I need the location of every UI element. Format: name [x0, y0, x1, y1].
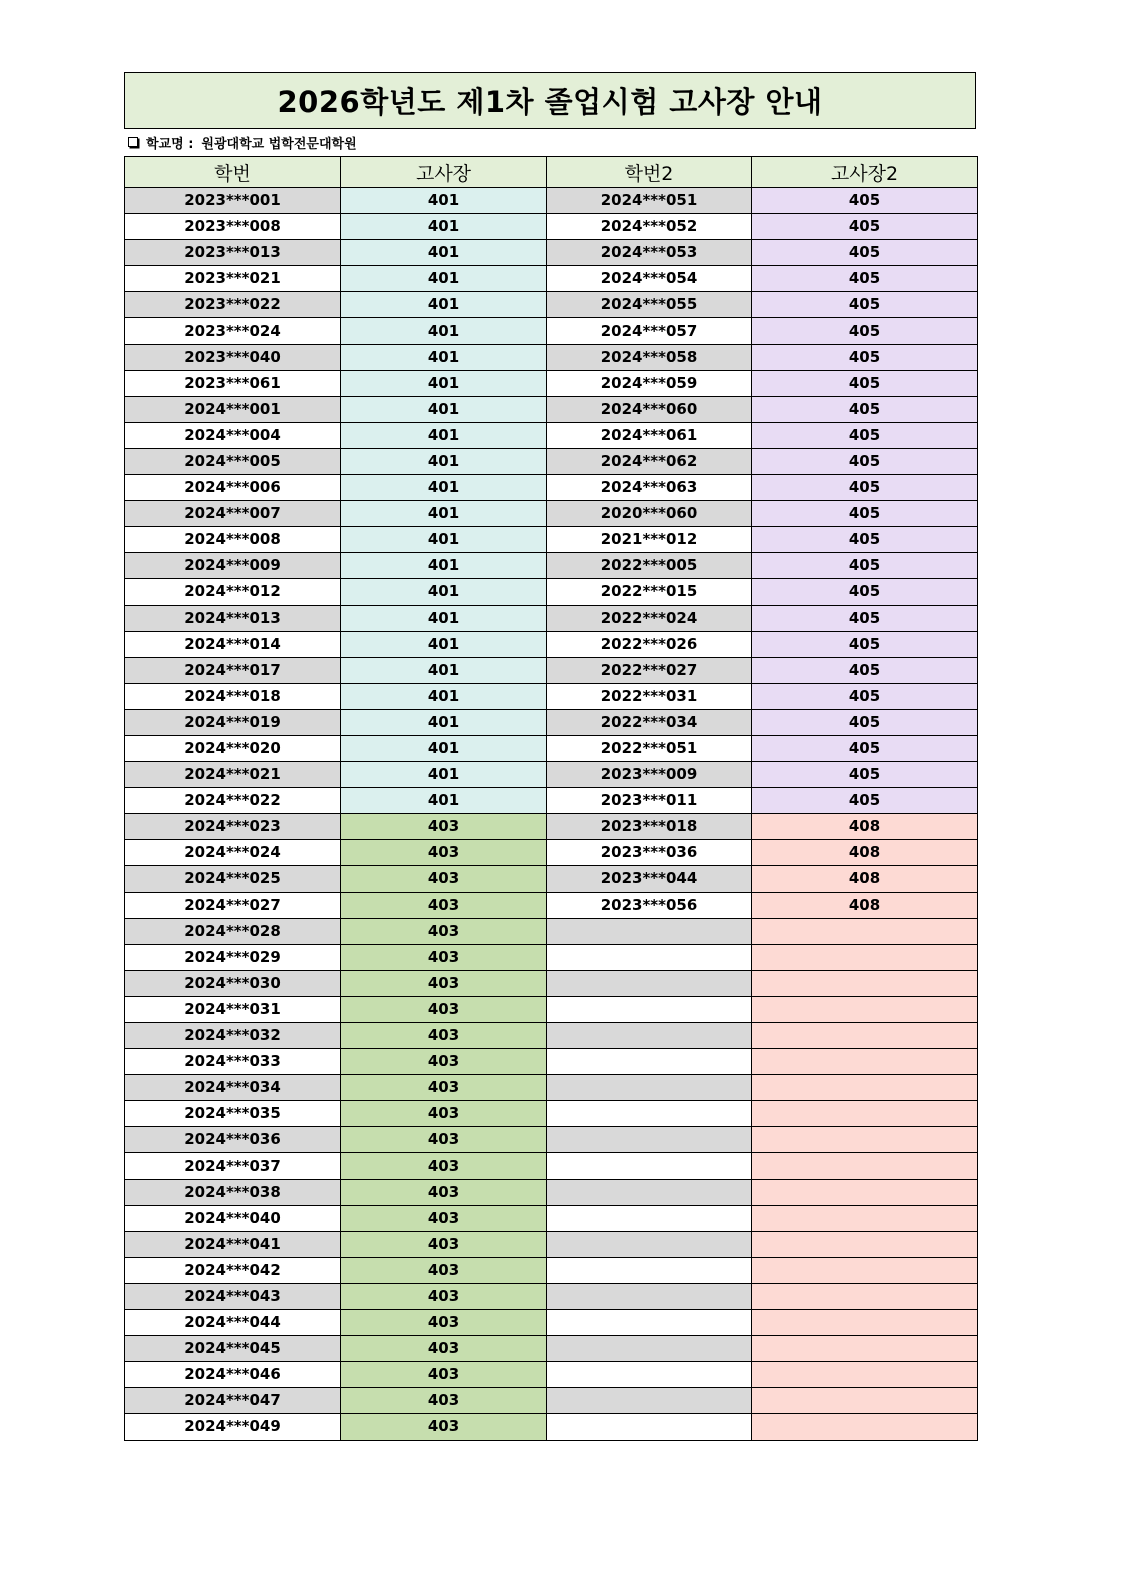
exam-room-2-cell	[752, 1414, 978, 1440]
exam-room-2-cell	[752, 1388, 978, 1414]
student-id-cell: 2023***013	[125, 240, 341, 266]
table-row	[125, 866, 978, 892]
exam-room-cell: 403	[341, 1153, 547, 1179]
student-id-2-cell	[547, 1205, 752, 1231]
table-row	[125, 1310, 978, 1336]
student-id-cell: 2024***049	[125, 1414, 341, 1440]
exam-room-cell: 401	[341, 553, 547, 579]
exam-room-2-cell: 408	[752, 814, 978, 840]
exam-room-2-cell	[752, 1205, 978, 1231]
table-row	[125, 1336, 978, 1362]
exam-room-2-cell: 408	[752, 866, 978, 892]
exam-room-cell: 403	[341, 1127, 547, 1153]
exam-room-cell: 403	[341, 1283, 547, 1309]
student-id-cell: 2024***042	[125, 1257, 341, 1283]
student-id-2-cell	[547, 1179, 752, 1205]
student-id-2-cell: 2023***018	[547, 814, 752, 840]
exam-room-2-cell: 405	[752, 370, 978, 396]
student-id-2-cell	[547, 1023, 752, 1049]
exam-room-cell: 401	[341, 396, 547, 422]
header-exam-room-2: 고사장2	[752, 157, 978, 188]
table-row	[125, 1283, 978, 1309]
student-id-cell: 2024***008	[125, 527, 341, 553]
exam-room-2-cell	[752, 1336, 978, 1362]
student-id-2-cell: 2024***061	[547, 422, 752, 448]
table-row	[125, 579, 978, 605]
table-row	[125, 1153, 978, 1179]
exam-room-cell: 403	[341, 1179, 547, 1205]
table-row	[125, 788, 978, 814]
student-id-cell: 2024***038	[125, 1179, 341, 1205]
student-id-cell: 2024***013	[125, 605, 341, 631]
student-id-2-cell	[547, 1049, 752, 1075]
exam-room-2-cell	[752, 1283, 978, 1309]
exam-room-cell: 401	[341, 527, 547, 553]
header-student-id-2: 학번2	[547, 157, 752, 188]
exam-room-2-cell: 405	[752, 605, 978, 631]
student-id-2-cell: 2024***060	[547, 396, 752, 422]
table-row	[125, 266, 978, 292]
table-row	[125, 292, 978, 318]
student-id-2-cell	[547, 1257, 752, 1283]
exam-room-2-cell: 405	[752, 266, 978, 292]
table-row	[125, 1101, 978, 1127]
table-row	[125, 1179, 978, 1205]
student-id-cell: 2024***006	[125, 475, 341, 501]
table-row	[125, 892, 978, 918]
exam-room-2-cell: 405	[752, 553, 978, 579]
exam-room-cell: 401	[341, 240, 547, 266]
exam-room-2-cell: 405	[752, 344, 978, 370]
table-row	[125, 1023, 978, 1049]
table-body	[125, 188, 978, 1441]
student-id-cell: 2023***040	[125, 344, 341, 370]
exam-room-cell: 401	[341, 657, 547, 683]
table-header-row	[125, 157, 978, 188]
student-id-2-cell	[547, 1153, 752, 1179]
exam-room-2-cell: 405	[752, 683, 978, 709]
exam-room-2-cell: 405	[752, 318, 978, 344]
exam-room-cell: 403	[341, 1049, 547, 1075]
student-id-2-cell: 2024***063	[547, 475, 752, 501]
exam-room-2-cell: 405	[752, 422, 978, 448]
exam-room-2-cell: 405	[752, 240, 978, 266]
exam-room-2-cell: 405	[752, 396, 978, 422]
exam-room-cell: 401	[341, 292, 547, 318]
table-row	[125, 631, 978, 657]
table-row	[125, 996, 978, 1022]
student-id-2-cell: 2021***012	[547, 527, 752, 553]
student-id-cell: 2024***046	[125, 1362, 341, 1388]
student-id-cell: 2024***025	[125, 866, 341, 892]
exam-room-2-cell: 405	[752, 292, 978, 318]
student-id-cell: 2023***024	[125, 318, 341, 344]
student-id-cell: 2024***035	[125, 1101, 341, 1127]
table-row	[125, 840, 978, 866]
exam-room-2-cell	[752, 918, 978, 944]
exam-room-cell: 401	[341, 501, 547, 527]
exam-room-cell: 401	[341, 709, 547, 735]
table-row	[125, 1205, 978, 1231]
exam-room-2-cell	[752, 1153, 978, 1179]
exam-room-2-cell	[752, 1362, 978, 1388]
student-id-cell: 2024***029	[125, 944, 341, 970]
student-id-cell: 2024***043	[125, 1283, 341, 1309]
table-row	[125, 344, 978, 370]
exam-room-cell: 401	[341, 318, 547, 344]
exam-room-cell: 401	[341, 422, 547, 448]
exam-room-2-cell	[752, 1231, 978, 1257]
student-id-2-cell	[547, 1075, 752, 1101]
student-id-2-cell: 2023***011	[547, 788, 752, 814]
table-row	[125, 657, 978, 683]
student-id-2-cell: 2024***058	[547, 344, 752, 370]
student-id-cell: 2024***023	[125, 814, 341, 840]
student-id-2-cell: 2024***055	[547, 292, 752, 318]
exam-room-2-cell: 405	[752, 788, 978, 814]
table-row	[125, 762, 978, 788]
student-id-cell: 2024***028	[125, 918, 341, 944]
table-row	[125, 709, 978, 735]
table-row	[125, 735, 978, 761]
student-id-cell: 2024***022	[125, 788, 341, 814]
student-id-2-cell: 2022***015	[547, 579, 752, 605]
page-title: 2026학년도 제1차 졸업시험 고사장 안내	[124, 72, 976, 129]
header-student-id: 학번	[125, 157, 341, 188]
student-id-2-cell	[547, 1310, 752, 1336]
table-row	[125, 1075, 978, 1101]
school-info	[126, 133, 357, 151]
exam-room-cell: 403	[341, 840, 547, 866]
exam-room-2-cell	[752, 996, 978, 1022]
table-row	[125, 1362, 978, 1388]
student-id-2-cell: 2023***044	[547, 866, 752, 892]
exam-room-2-cell: 405	[752, 579, 978, 605]
exam-room-cell: 401	[341, 631, 547, 657]
student-id-2-cell: 2022***026	[547, 631, 752, 657]
student-id-2-cell: 2022***034	[547, 709, 752, 735]
exam-room-cell: 403	[341, 1414, 547, 1440]
exam-room-2-cell: 405	[752, 762, 978, 788]
student-id-cell: 2024***030	[125, 970, 341, 996]
student-id-2-cell	[547, 1101, 752, 1127]
student-id-cell: 2024***045	[125, 1336, 341, 1362]
student-id-2-cell: 2022***005	[547, 553, 752, 579]
table-row	[125, 1388, 978, 1414]
student-id-cell: 2024***017	[125, 657, 341, 683]
table-row	[125, 1231, 978, 1257]
exam-room-2-cell	[752, 1049, 978, 1075]
student-id-cell: 2024***031	[125, 996, 341, 1022]
student-id-2-cell	[547, 1283, 752, 1309]
exam-room-cell: 403	[341, 970, 547, 996]
exam-room-cell: 403	[341, 1336, 547, 1362]
table-row	[125, 605, 978, 631]
exam-room-cell: 401	[341, 788, 547, 814]
exam-room-2-cell	[752, 944, 978, 970]
table-row	[125, 214, 978, 240]
exam-room-cell: 403	[341, 892, 547, 918]
table-row	[125, 1414, 978, 1440]
exam-room-table	[124, 156, 978, 1441]
table-row	[125, 475, 978, 501]
student-id-2-cell	[547, 918, 752, 944]
table-row	[125, 422, 978, 448]
exam-room-cell: 401	[341, 735, 547, 761]
student-id-2-cell	[547, 1388, 752, 1414]
exam-room-cell: 403	[341, 1231, 547, 1257]
student-id-cell: 2024***009	[125, 553, 341, 579]
student-id-2-cell	[547, 1336, 752, 1362]
student-id-2-cell: 2024***057	[547, 318, 752, 344]
student-id-cell: 2024***033	[125, 1049, 341, 1075]
student-id-cell: 2024***036	[125, 1127, 341, 1153]
exam-room-cell: 401	[341, 188, 547, 214]
student-id-cell: 2023***008	[125, 214, 341, 240]
exam-room-2-cell	[752, 1179, 978, 1205]
table-row	[125, 1257, 978, 1283]
student-id-cell: 2024***027	[125, 892, 341, 918]
exam-room-cell: 401	[341, 605, 547, 631]
student-id-2-cell	[547, 1414, 752, 1440]
exam-room-cell: 403	[341, 996, 547, 1022]
exam-room-2-cell	[752, 1127, 978, 1153]
exam-room-cell: 403	[341, 1023, 547, 1049]
student-id-2-cell: 2022***031	[547, 683, 752, 709]
header-exam-room: 고사장	[341, 157, 547, 188]
table-row	[125, 1049, 978, 1075]
table-row	[125, 918, 978, 944]
student-id-2-cell: 2023***056	[547, 892, 752, 918]
table-row	[125, 970, 978, 996]
exam-room-2-cell: 405	[752, 475, 978, 501]
table-row	[125, 188, 978, 214]
student-id-cell: 2023***022	[125, 292, 341, 318]
exam-room-cell: 403	[341, 866, 547, 892]
exam-room-cell: 403	[341, 814, 547, 840]
student-id-2-cell: 2024***059	[547, 370, 752, 396]
table-row	[125, 318, 978, 344]
exam-room-2-cell	[752, 1257, 978, 1283]
student-id-2-cell	[547, 970, 752, 996]
student-id-2-cell: 2024***052	[547, 214, 752, 240]
exam-room-2-cell	[752, 1101, 978, 1127]
table-row	[125, 814, 978, 840]
student-id-cell: 2024***024	[125, 840, 341, 866]
student-id-cell: 2024***044	[125, 1310, 341, 1336]
table-row	[125, 396, 978, 422]
student-id-cell: 2024***001	[125, 396, 341, 422]
exam-room-2-cell	[752, 1023, 978, 1049]
student-id-2-cell: 2024***054	[547, 266, 752, 292]
student-id-cell: 2024***032	[125, 1023, 341, 1049]
exam-room-cell: 403	[341, 1075, 547, 1101]
exam-room-2-cell: 405	[752, 214, 978, 240]
student-id-cell: 2023***021	[125, 266, 341, 292]
exam-room-2-cell: 405	[752, 188, 978, 214]
student-id-cell: 2023***061	[125, 370, 341, 396]
student-id-2-cell: 2024***062	[547, 448, 752, 474]
exam-room-2-cell: 408	[752, 840, 978, 866]
student-id-cell: 2024***047	[125, 1388, 341, 1414]
student-id-2-cell	[547, 1231, 752, 1257]
student-id-cell: 2024***041	[125, 1231, 341, 1257]
student-id-2-cell: 2022***051	[547, 735, 752, 761]
student-id-cell: 2024***020	[125, 735, 341, 761]
student-id-2-cell: 2023***036	[547, 840, 752, 866]
table-row	[125, 527, 978, 553]
student-id-2-cell	[547, 996, 752, 1022]
exam-room-2-cell: 405	[752, 631, 978, 657]
student-id-cell: 2023***001	[125, 188, 341, 214]
exam-room-2-cell: 405	[752, 709, 978, 735]
student-id-2-cell	[547, 944, 752, 970]
student-id-2-cell: 2020***060	[547, 501, 752, 527]
student-id-cell: 2024***014	[125, 631, 341, 657]
table-row	[125, 501, 978, 527]
student-id-cell: 2024***040	[125, 1205, 341, 1231]
exam-room-cell: 401	[341, 762, 547, 788]
student-id-cell: 2024***021	[125, 762, 341, 788]
exam-room-cell: 401	[341, 214, 547, 240]
exam-room-cell: 401	[341, 344, 547, 370]
exam-room-2-cell: 405	[752, 527, 978, 553]
student-id-2-cell: 2024***053	[547, 240, 752, 266]
table-row	[125, 553, 978, 579]
exam-room-cell: 401	[341, 683, 547, 709]
exam-room-cell: 401	[341, 475, 547, 501]
student-id-cell: 2024***012	[125, 579, 341, 605]
exam-room-2-cell	[752, 970, 978, 996]
student-id-cell: 2024***037	[125, 1153, 341, 1179]
exam-room-cell: 403	[341, 1310, 547, 1336]
table-row	[125, 240, 978, 266]
student-id-2-cell	[547, 1362, 752, 1388]
exam-room-cell: 401	[341, 448, 547, 474]
student-id-2-cell: 2022***024	[547, 605, 752, 631]
checkbox-bullet-icon	[128, 137, 138, 147]
exam-room-cell: 403	[341, 1257, 547, 1283]
student-id-cell: 2024***005	[125, 448, 341, 474]
exam-room-cell: 403	[341, 1101, 547, 1127]
school-name: 원광대학교 법학전문대학원	[201, 136, 357, 152]
student-id-cell: 2024***007	[125, 501, 341, 527]
table-row	[125, 1127, 978, 1153]
exam-room-2-cell: 405	[752, 657, 978, 683]
exam-room-cell: 403	[341, 1362, 547, 1388]
table-row	[125, 944, 978, 970]
student-id-2-cell: 2023***009	[547, 762, 752, 788]
exam-room-2-cell	[752, 1075, 978, 1101]
student-id-2-cell: 2024***051	[547, 188, 752, 214]
exam-room-cell: 403	[341, 918, 547, 944]
school-label: 학교명 :	[146, 136, 194, 152]
exam-room-2-cell	[752, 1310, 978, 1336]
exam-room-2-cell: 405	[752, 501, 978, 527]
exam-room-2-cell: 408	[752, 892, 978, 918]
table-row	[125, 683, 978, 709]
table-row	[125, 370, 978, 396]
exam-room-2-cell: 405	[752, 735, 978, 761]
student-id-2-cell: 2022***027	[547, 657, 752, 683]
exam-room-cell: 401	[341, 579, 547, 605]
exam-room-cell: 401	[341, 266, 547, 292]
exam-room-cell: 403	[341, 1205, 547, 1231]
student-id-2-cell	[547, 1127, 752, 1153]
student-id-cell: 2024***004	[125, 422, 341, 448]
exam-room-cell: 403	[341, 1388, 547, 1414]
table-row	[125, 448, 978, 474]
exam-room-2-cell: 405	[752, 448, 978, 474]
exam-room-cell: 401	[341, 370, 547, 396]
exam-room-cell: 403	[341, 944, 547, 970]
student-id-cell: 2024***019	[125, 709, 341, 735]
student-id-cell: 2024***034	[125, 1075, 341, 1101]
student-id-cell: 2024***018	[125, 683, 341, 709]
